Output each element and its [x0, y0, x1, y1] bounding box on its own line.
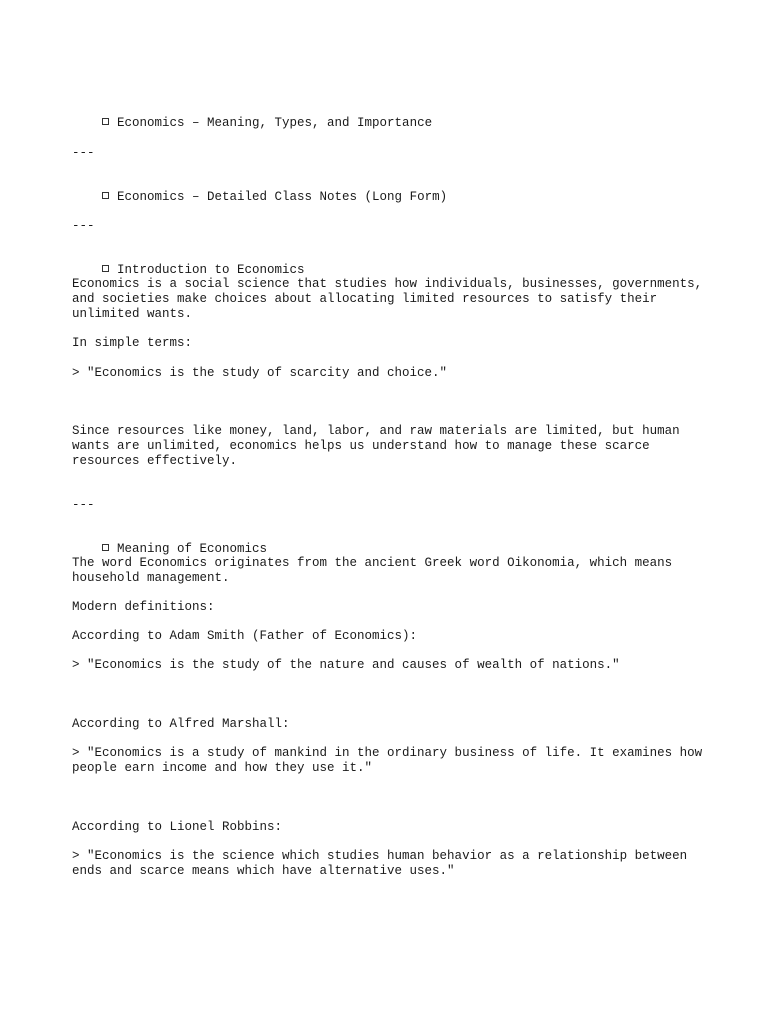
- separator-2: ---: [72, 219, 95, 233]
- intro-paragraph-2: In simple terms:: [72, 336, 193, 350]
- heading-title-1: [72, 101, 712, 146]
- intro-paragraph-1: Economics is a social science that studies how individuals, businesses, governments, and societies make choices about allocating limited resources to satisfy their unlimited wants.: [72, 277, 710, 321]
- smith-quote: > "Economics is the study of the nature and causes of wealth of nations.": [72, 658, 620, 672]
- meaning-paragraph-2: Modern definitions:: [72, 600, 215, 614]
- bullet-icon: [102, 544, 109, 551]
- meaning-paragraph-1: The word Economics originates from the ancient Greek word Oikonomia, which means household management.: [72, 556, 680, 585]
- bullet-icon: [102, 265, 109, 272]
- separator-3: ---: [72, 498, 95, 512]
- heading-meaning-text: Meaning of Economics: [117, 542, 268, 556]
- heading-title-1-text: Economics – Meaning, Types, and Importance: [117, 116, 433, 130]
- bullet-icon: [102, 192, 109, 199]
- robbins-quote: > "Economics is the science which studies human behavior as a relationship between ends and scarce means which have alternative uses.": [72, 849, 695, 878]
- heading-title-2-text: Economics – Detailed Class Notes (Long Form): [117, 190, 448, 204]
- smith-intro: According to Adam Smith (Father of Economics):: [72, 629, 418, 643]
- separator-1: ---: [72, 146, 95, 160]
- robbins-intro: According to Lionel Robbins:: [72, 820, 283, 834]
- intro-paragraph-3: Since resources like money, land, labor, and raw materials are limited, but human wants are unlimited, economics helps us understand how to manage these scarce resources effectively.: [72, 424, 688, 468]
- bullet-icon: [102, 118, 109, 125]
- marshall-intro: According to Alfred Marshall:: [72, 717, 290, 731]
- heading-introduction-text: Introduction to Economics: [117, 263, 305, 277]
- marshall-quote: > "Economics is a study of mankind in the ordinary business of life. It examines how people earn income and how they use it.": [72, 746, 710, 775]
- intro-quote: > "Economics is the study of scarcity and choice.": [72, 366, 448, 380]
- heading-title-2: [72, 175, 712, 220]
